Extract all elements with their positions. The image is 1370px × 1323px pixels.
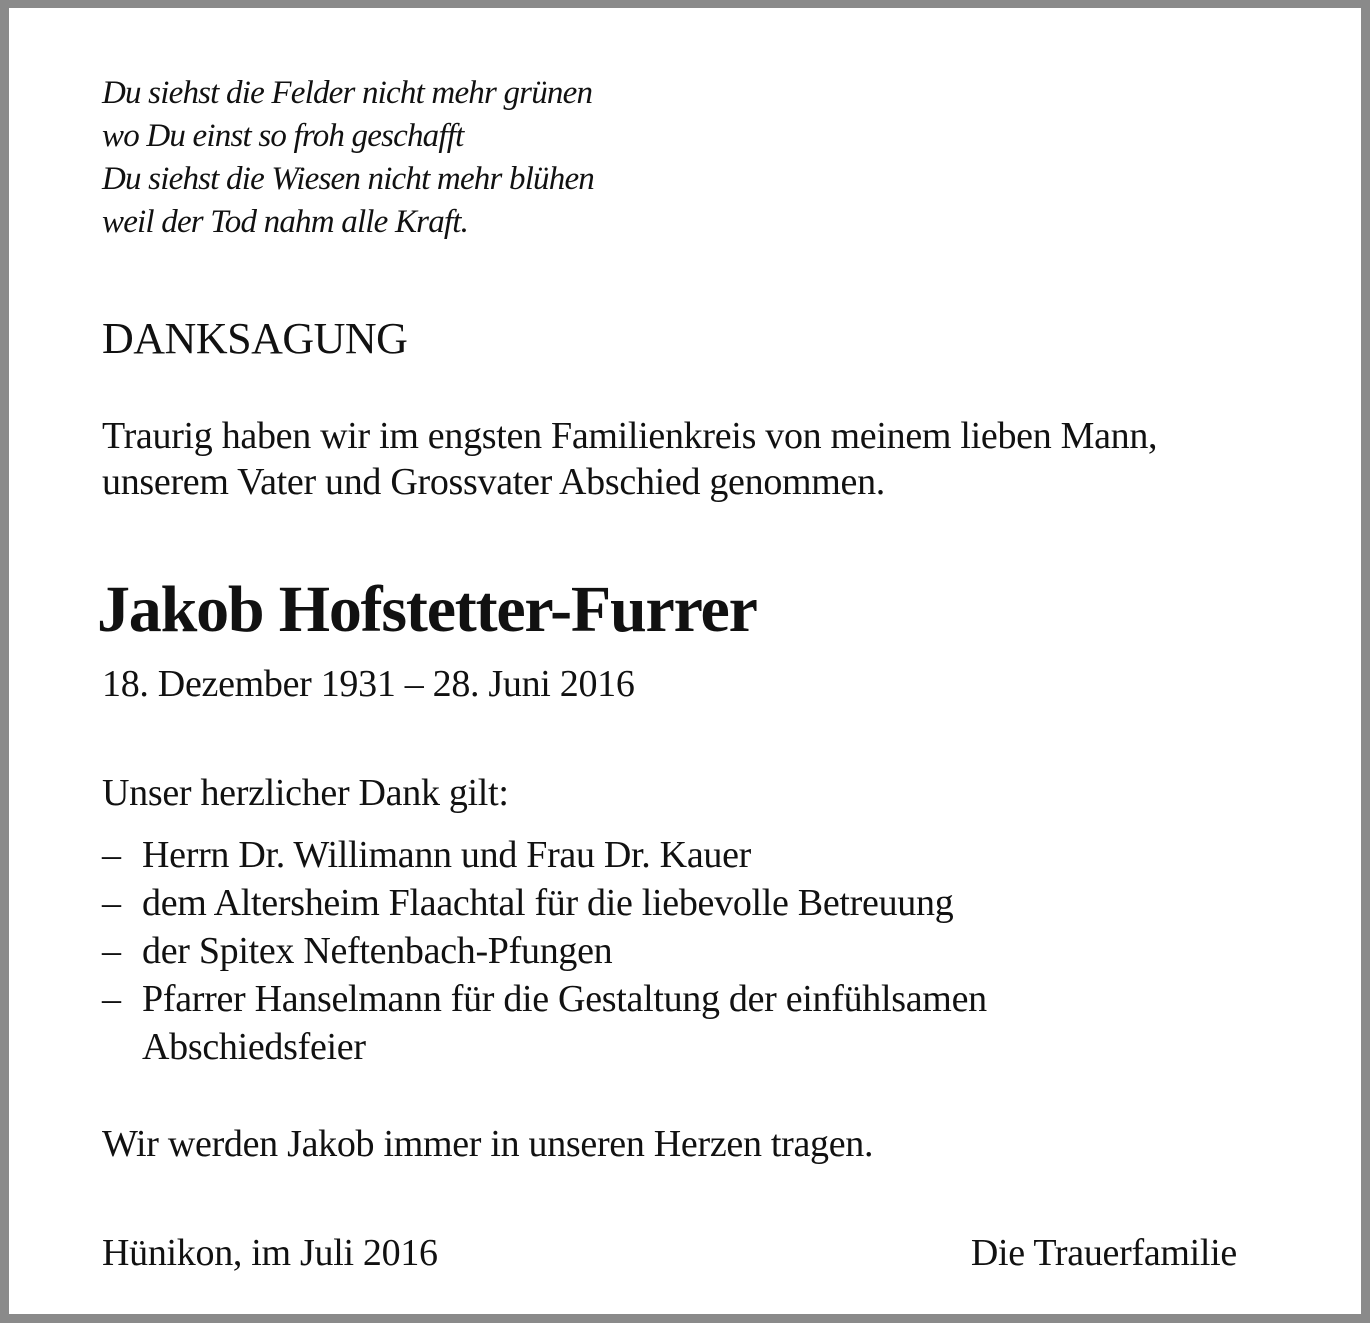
poem-line: wo Du einst so froh geschafft (102, 118, 464, 154)
poem-line: weil der Tod nahm alle Kraft. (102, 204, 469, 240)
list-item (102, 879, 987, 927)
dash-bullet: – (102, 834, 121, 876)
closing-sentence: Wir werden Jakob immer in unseren Herzen tragen. (102, 1123, 874, 1165)
list-item (102, 831, 987, 879)
list-item-text: Pfarrer Hanselmann für die Gestaltung der einfühlsamen (142, 978, 987, 1020)
signature: Die Trauerfamilie (970, 1232, 1237, 1274)
dash-bullet: – (102, 882, 121, 924)
thanks-intro: Unser herzlicher Dank gilt: (102, 772, 509, 814)
deceased-name: Jakob Hofstetter-Furrer (97, 573, 757, 646)
dash-bullet: – (102, 930, 121, 972)
dash-bullet: – (102, 978, 121, 1020)
place-date: Hünikon, im Juli 2016 (102, 1232, 438, 1274)
intro-text (102, 413, 1157, 505)
poem (102, 72, 594, 244)
list-item-text: dem Altersheim Flaachtal für die liebevolle Betreuung (142, 882, 954, 924)
intro-line: Traurig haben wir im engsten Familienkreis von meinem lieben Mann, (102, 415, 1158, 457)
list-item-text: Herrn Dr. Willimann und Frau Dr. Kauer (142, 834, 752, 876)
list-item-text: der Spitex Neftenbach-Pfungen (142, 930, 613, 972)
list-item (102, 927, 987, 975)
poem-line: Du siehst die Wiesen nicht mehr blühen (102, 161, 595, 197)
list-item (102, 975, 987, 1071)
intro-line: unserem Vater und Grossvater Abschied genommen. (102, 461, 886, 503)
thanks-list (102, 831, 987, 1071)
poem-line: Du siehst die Felder nicht mehr grünen (102, 75, 593, 111)
notice-heading: DANKSAGUNG (102, 314, 408, 363)
life-dates: 18. Dezember 1931 – 28. Juni 2016 (102, 663, 635, 705)
list-item-text-continued: Abschiedsfeier (142, 1026, 366, 1068)
